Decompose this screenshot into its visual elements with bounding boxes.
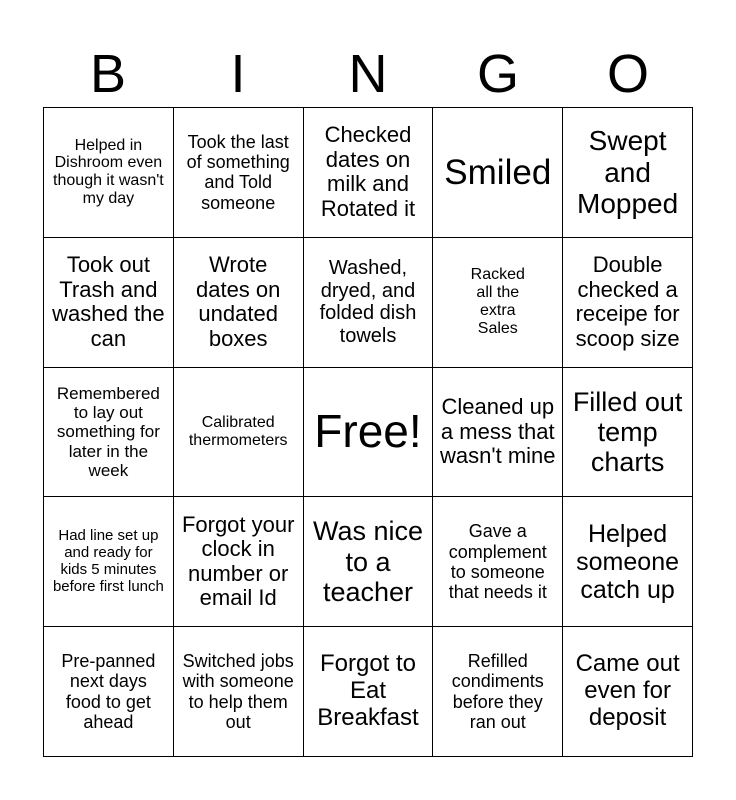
cell-text: Checked dates on milk and Rotated it xyxy=(320,122,416,222)
bingo-cell[interactable] xyxy=(44,238,174,368)
cell-text: Wrote dates on undated boxes xyxy=(195,251,281,351)
bingo-cell[interactable] xyxy=(174,238,304,368)
bingo-cell[interactable] xyxy=(174,497,304,627)
header-letter-b: B xyxy=(89,44,127,104)
cell-text: Switched jobs with someone to help them out xyxy=(182,651,294,732)
cell-text: Took the last of something and Told someone xyxy=(186,132,290,213)
bingo-cell[interactable] xyxy=(174,108,304,238)
cell-text: Calibrated thermometers xyxy=(188,414,288,449)
cell-text: Double checked a receipe for scoop size xyxy=(575,251,680,351)
bingo-cell[interactable] xyxy=(44,627,174,757)
cell-text: Forgot your clock in number or email Id xyxy=(181,511,295,611)
bingo-cell[interactable] xyxy=(433,497,563,627)
cell-text: Refilled condiments before they ran out xyxy=(451,651,544,732)
cell-text: Racked all the extra Sales xyxy=(470,266,525,338)
cell-text: Had line set up and ready for kids 5 minutes before first lunch xyxy=(52,527,164,595)
cell-text: Remembered to lay out something for later in the week xyxy=(56,384,160,480)
header-letter-n: N xyxy=(348,44,388,104)
cell-text: Pre-panned next days food to get ahead xyxy=(61,651,156,732)
bingo-free-space[interactable] xyxy=(304,368,434,498)
bingo-cell[interactable] xyxy=(433,238,563,368)
free-space-text: Free! xyxy=(314,405,422,458)
cell-text: Was nice to a teacher xyxy=(312,516,423,607)
bingo-cell[interactable] xyxy=(304,238,434,368)
bingo-cell[interactable] xyxy=(563,108,693,238)
bingo-cell[interactable] xyxy=(44,497,174,627)
bingo-cell[interactable] xyxy=(563,627,693,757)
cell-text: Filled out temp charts xyxy=(572,386,683,478)
bingo-header xyxy=(43,40,693,108)
cell-text: Cleaned up a mess that wasn't mine xyxy=(440,394,556,469)
bingo-cell[interactable] xyxy=(563,368,693,498)
header-letter-i: I xyxy=(230,44,246,104)
bingo-cell[interactable] xyxy=(44,368,174,498)
bingo-cell[interactable] xyxy=(433,108,563,238)
cell-text: Took out Trash and washed the can xyxy=(52,251,165,351)
cell-text: Smiled xyxy=(444,152,552,192)
bingo-cell[interactable] xyxy=(304,497,434,627)
cell-text: Helped in Dishroom even though it wasn't my day xyxy=(53,136,164,208)
bingo-cell[interactable] xyxy=(433,627,563,757)
cell-text: Helped someone catch up xyxy=(576,519,680,604)
bingo-cell[interactable] xyxy=(44,108,174,238)
bingo-cell[interactable] xyxy=(304,108,434,238)
cell-text: Washed, dryed, and folded dish towels xyxy=(319,257,417,347)
bingo-board xyxy=(43,107,693,757)
cell-text: Forgot to Eat Breakfast xyxy=(317,650,419,732)
bingo-cell[interactable] xyxy=(433,368,563,498)
bingo-cell[interactable] xyxy=(304,627,434,757)
cell-text: Came out even for deposit xyxy=(575,650,680,732)
bingo-cell[interactable] xyxy=(174,627,304,757)
header-letter-g: G xyxy=(476,44,519,104)
bingo-cell[interactable] xyxy=(174,368,304,498)
cell-text: Swept and Mopped xyxy=(577,125,679,220)
bingo-cell[interactable] xyxy=(563,497,693,627)
header-letter-o: O xyxy=(606,44,649,104)
cell-text: Gave a complement to someone that needs it xyxy=(448,521,547,602)
bingo-cell[interactable] xyxy=(563,238,693,368)
